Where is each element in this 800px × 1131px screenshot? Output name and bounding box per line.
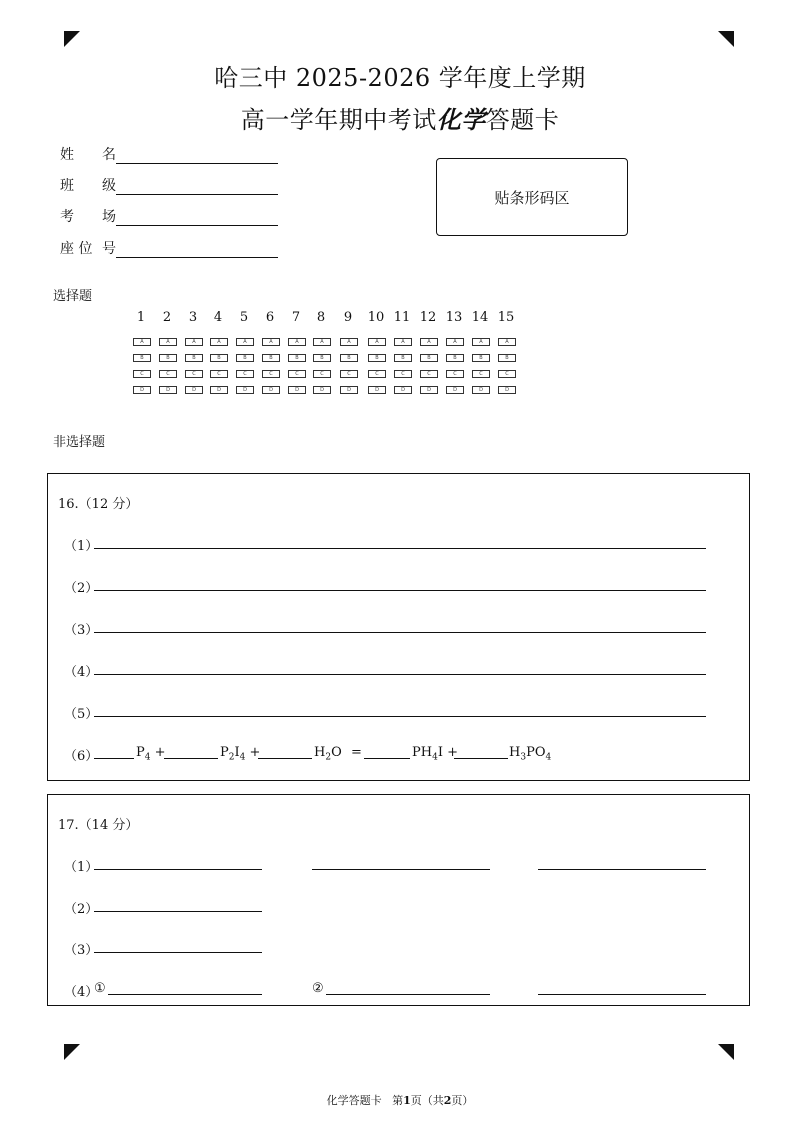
answer-bubble-q14-d[interactable]: D — [472, 386, 490, 394]
answer-bubble-q15-c[interactable]: C — [498, 370, 516, 378]
answer-bubble-q7-d[interactable]: D — [288, 386, 306, 394]
q16-part-2-answer-line[interactable] — [94, 590, 706, 591]
answer-bubble-q4-b[interactable]: B — [210, 354, 228, 362]
coefficient-blank-p4[interactable] — [94, 758, 134, 759]
answer-bubble-q6-a[interactable]: A — [262, 338, 280, 346]
question-number-5: 5 — [239, 310, 249, 325]
answer-bubble-q12-b[interactable]: B — [420, 354, 438, 362]
name-input-line[interactable] — [116, 148, 278, 164]
answer-bubble-q9-a[interactable]: A — [340, 338, 358, 346]
answer-bubble-q1-a[interactable]: A — [133, 338, 151, 346]
name-field[interactable] — [60, 144, 278, 164]
q17-part-2-answer-line[interactable] — [94, 911, 262, 912]
q17-part-1-answer-line-b[interactable] — [312, 869, 490, 870]
answer-bubble-q11-c[interactable]: C — [394, 370, 412, 378]
answer-bubble-q3-b[interactable]: B — [185, 354, 203, 362]
answer-bubble-q10-d[interactable]: D — [368, 386, 386, 394]
answer-bubble-q3-c[interactable]: C — [185, 370, 203, 378]
seat-number-field[interactable] — [60, 238, 278, 258]
answer-bubble-q8-d[interactable]: D — [313, 386, 331, 394]
title-subject: 化学 — [436, 105, 486, 134]
answer-bubble-q14-c[interactable]: C — [472, 370, 490, 378]
equals-sign: = — [351, 745, 362, 760]
nonchoice-section-label: 非选择题 — [53, 435, 106, 450]
q16-part-3-answer-line[interactable] — [94, 632, 706, 633]
q16-part-5-answer-line[interactable] — [94, 716, 706, 717]
exam-room-field[interactable] — [60, 206, 278, 226]
answer-bubble-q14-a[interactable]: A — [472, 338, 490, 346]
answer-bubble-q9-c[interactable]: C — [340, 370, 358, 378]
question-number-1: 1 — [136, 310, 146, 325]
answer-bubble-q12-c[interactable]: C — [420, 370, 438, 378]
q17-part-4-answer-line-3[interactable] — [538, 994, 706, 995]
q16-part-4-label: （4） — [64, 665, 99, 680]
question-number-13: 13 — [445, 310, 463, 325]
question-number-8: 8 — [316, 310, 326, 325]
page-title-line1: 哈三中 2025-2026 学年度上学期 — [214, 64, 586, 92]
answer-bubble-q14-b[interactable]: B — [472, 354, 490, 362]
question-number-14: 14 — [471, 310, 489, 325]
answer-bubble-q12-a[interactable]: A — [420, 338, 438, 346]
answer-bubble-q13-c[interactable]: C — [446, 370, 464, 378]
answer-bubble-q13-d[interactable]: D — [446, 386, 464, 394]
q17-part-4-answer-line-2[interactable] — [326, 994, 490, 995]
question-16-heading: 16.（12 分） — [58, 497, 139, 512]
answer-bubble-q1-b[interactable]: B — [133, 354, 151, 362]
coefficient-blank-h3po4[interactable] — [454, 758, 508, 759]
answer-bubble-q15-a[interactable]: A — [498, 338, 516, 346]
formula-h2o: $H_2O$ — [314, 745, 342, 763]
answer-bubble-q15-b[interactable]: B — [498, 354, 516, 362]
answer-bubble-q7-a[interactable]: A — [288, 338, 306, 346]
q17-part-1-label: （1） — [64, 860, 99, 875]
q16-part-5-label: （5） — [64, 707, 99, 722]
q16-part-1-answer-line[interactable] — [94, 548, 706, 549]
title-card: 答题卡 — [485, 106, 560, 134]
registration-mark-bottom-left — [64, 1044, 80, 1060]
question-number-12: 12 — [419, 310, 437, 325]
choice-section-label: 选择题 — [53, 289, 93, 304]
answer-bubble-q1-d[interactable]: D — [133, 386, 151, 394]
answer-bubble-q11-b[interactable]: B — [394, 354, 412, 362]
q17-part-3-label: （3） — [64, 943, 99, 958]
question-number-10: 10 — [367, 310, 385, 325]
answer-bubble-q6-b[interactable]: B — [262, 354, 280, 362]
answer-bubble-q15-d[interactable]: D — [498, 386, 516, 394]
question-number-11: 11 — [393, 310, 411, 325]
formula-ph4i: $PH_4I$ + — [412, 745, 459, 763]
q16-part-6-label: （6） — [64, 749, 99, 764]
formula-p2i4: $P_2I_4$ + — [220, 745, 261, 763]
answer-bubble-q8-b[interactable]: B — [313, 354, 331, 362]
answer-bubble-q3-a[interactable]: A — [185, 338, 203, 346]
q16-part-4-answer-line[interactable] — [94, 674, 706, 675]
answer-bubble-q13-b[interactable]: B — [446, 354, 464, 362]
seat-number-input-line[interactable] — [116, 242, 278, 258]
answer-bubble-q1-c[interactable]: C — [133, 370, 151, 378]
registration-mark-top-right — [718, 31, 734, 47]
answer-bubble-q7-c[interactable]: C — [288, 370, 306, 378]
answer-bubble-q10-b[interactable]: B — [368, 354, 386, 362]
q17-part-4-label: （4） — [64, 985, 99, 1000]
q17-part-3-answer-line[interactable] — [94, 952, 262, 953]
circled-two: ② — [312, 981, 324, 996]
answer-bubble-q9-b[interactable]: B — [340, 354, 358, 362]
answer-bubble-q11-a[interactable]: A — [394, 338, 412, 346]
answer-bubble-q4-d[interactable]: D — [210, 386, 228, 394]
q16-part-3-label: （3） — [64, 623, 99, 638]
choice-answer-grid — [130, 310, 530, 400]
circled-one: ① — [94, 981, 106, 996]
answer-bubble-q7-b[interactable]: B — [288, 354, 306, 362]
answer-bubble-q10-c[interactable]: C — [368, 370, 386, 378]
coefficient-blank-h2o[interactable] — [258, 758, 312, 759]
registration-mark-top-left — [64, 31, 80, 47]
answer-bubble-q3-d[interactable]: D — [185, 386, 203, 394]
title-exam: 高一学年期中考试 — [240, 106, 437, 134]
answer-bubble-q8-a[interactable]: A — [313, 338, 331, 346]
question-16-box — [47, 473, 750, 781]
question-number-9: 9 — [343, 310, 353, 325]
answer-bubble-q10-a[interactable]: A — [368, 338, 386, 346]
field-label: 座 位 号 — [60, 241, 116, 257]
page-footer: 化学答题卡 第1页（共2页） — [326, 1094, 474, 1107]
answer-bubble-q5-a[interactable]: A — [236, 338, 254, 346]
answer-bubble-q2-b[interactable]: B — [159, 354, 177, 362]
coefficient-blank-ph4i[interactable] — [364, 758, 410, 759]
answer-bubble-q9-d[interactable]: D — [340, 386, 358, 394]
q16-part-2-label: （2） — [64, 581, 99, 596]
registration-mark-bottom-right — [718, 1044, 734, 1060]
answer-bubble-q6-d[interactable]: D — [262, 386, 280, 394]
page-title-line2 — [0, 100, 800, 135]
field-label: 班 级 — [60, 178, 116, 194]
question-number-15: 15 — [497, 310, 515, 325]
answer-bubble-q13-a[interactable]: A — [446, 338, 464, 346]
question-number-3: 3 — [188, 310, 198, 325]
question-number-4: 4 — [213, 310, 223, 325]
question-17-box — [47, 794, 750, 1006]
barcode-area[interactable]: 贴条形码区 — [436, 158, 628, 236]
question-number-6: 6 — [265, 310, 275, 325]
answer-bubble-q2-d[interactable]: D — [159, 386, 177, 394]
field-label: 姓 名 — [60, 147, 116, 163]
answer-bubble-q11-d[interactable]: D — [394, 386, 412, 394]
field-label: 考 场 — [60, 209, 116, 225]
q17-part-2-label: （2） — [64, 902, 99, 917]
answer-bubble-q5-c[interactable]: C — [236, 370, 254, 378]
question-number-7: 7 — [291, 310, 301, 325]
answer-bubble-q5-d[interactable]: D — [236, 386, 254, 394]
class-input-line[interactable] — [116, 179, 278, 195]
q17-part-4-answer-line-1[interactable] — [108, 994, 262, 995]
answer-bubble-q12-d[interactable]: D — [420, 386, 438, 394]
answer-bubble-q6-c[interactable]: C — [262, 370, 280, 378]
q17-part-1-answer-line-a[interactable] — [94, 869, 262, 870]
answer-bubble-q8-c[interactable]: C — [313, 370, 331, 378]
question-number-2: 2 — [162, 310, 172, 325]
coefficient-blank-p2i4[interactable] — [164, 758, 218, 759]
q17-part-1-answer-line-c[interactable] — [538, 869, 706, 870]
exam-room-input-line[interactable] — [116, 210, 278, 226]
formula-h3po4: $H_3PO_4$ — [509, 745, 552, 763]
answer-bubble-q5-b[interactable]: B — [236, 354, 254, 362]
answer-bubble-q2-a[interactable]: A — [159, 338, 177, 346]
answer-bubble-q4-c[interactable]: C — [210, 370, 228, 378]
q16-part-1-label: （1） — [64, 539, 99, 554]
formula-p4: $P_4$ + — [136, 745, 166, 763]
answer-bubble-q2-c[interactable]: C — [159, 370, 177, 378]
answer-bubble-q4-a[interactable]: A — [210, 338, 228, 346]
question-17-heading: 17.（14 分） — [58, 818, 139, 833]
class-field[interactable] — [60, 175, 278, 195]
